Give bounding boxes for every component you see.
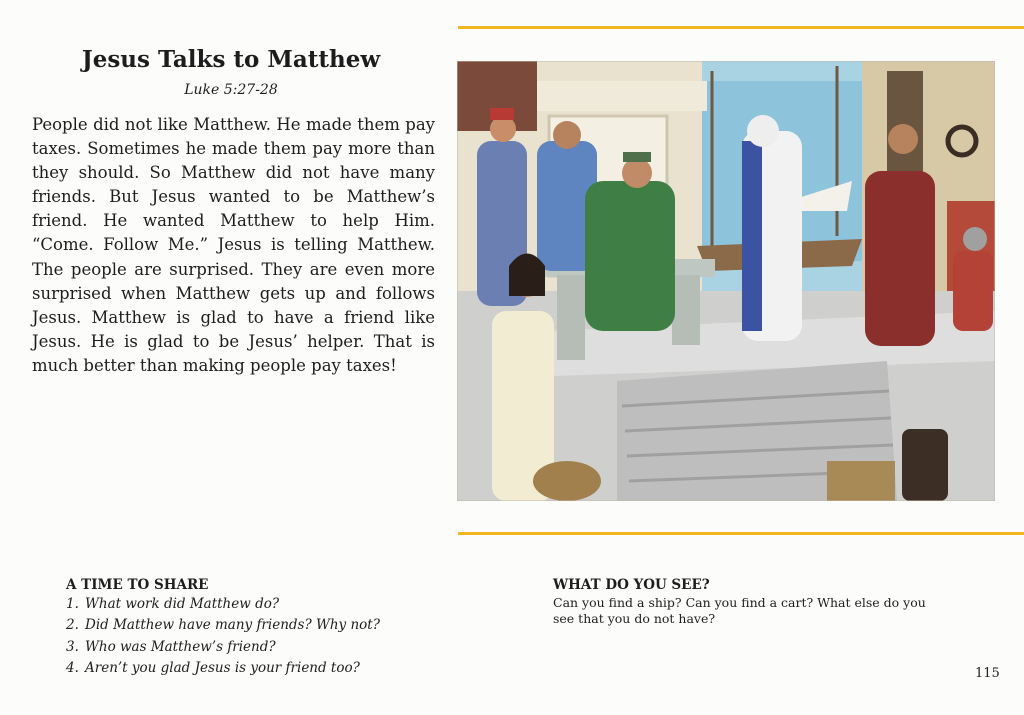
question-text: Aren’t you glad Jesus is your friend too? [85,659,360,676]
page-title: Jesus Talks to Matthew [81,46,381,73]
story-text: People did not like Matthew. He made them pay taxes. Sometimes he made them pay more than they should. So Matthew did not have many friends. But Jesus wanted to be Matthew’s friend. He wanted Matthew to help Him. “Come. Follow Me.” Jesus is telling Matthew. The people are surprised. They are even more surprised when Matthew gets up and follows Jesus. Matthew is glad to have a friend like Jesus. He is glad to be Jesus’ helper. That is much better than making people pay taxes! [32,115,435,375]
question-number: 2. [66,617,79,634]
building-cornice [537,81,707,111]
time-to-share-heading: A TIME TO SHARE [66,577,209,593]
question-number: 4. [66,659,79,676]
list-item [66,594,380,615]
what-do-you-see-heading: WHAT DO YOU SEE? [553,577,710,593]
question-text: What work did Matthew do? [85,596,280,612]
what-do-you-see-text: Can you find a ship? Can you find a cart? What else do you see that you do not have? [553,595,926,626]
tax-table-leg-left [557,275,585,360]
question-number: 3. [66,638,79,655]
mooring-post [902,429,948,501]
fruit-basket [533,461,601,501]
list-item [66,637,380,658]
question-number: 1. [66,596,79,612]
top-yellow-rule [458,26,1024,29]
list-item [66,615,380,636]
scripture-reference: Luke 5:27-28 [184,82,278,98]
question-text: Who was Matthew’s friend? [85,638,276,655]
crate [827,461,895,501]
tax-table-leg-right [672,275,700,345]
question-text: Did Matthew have many friends? Why not? [85,617,380,634]
bottom-yellow-rule [458,532,1024,535]
share-questions [66,594,380,679]
list-item [66,658,380,679]
illustration [457,61,995,501]
figure-jesus [742,115,802,341]
page-number: 115 [975,666,1000,681]
